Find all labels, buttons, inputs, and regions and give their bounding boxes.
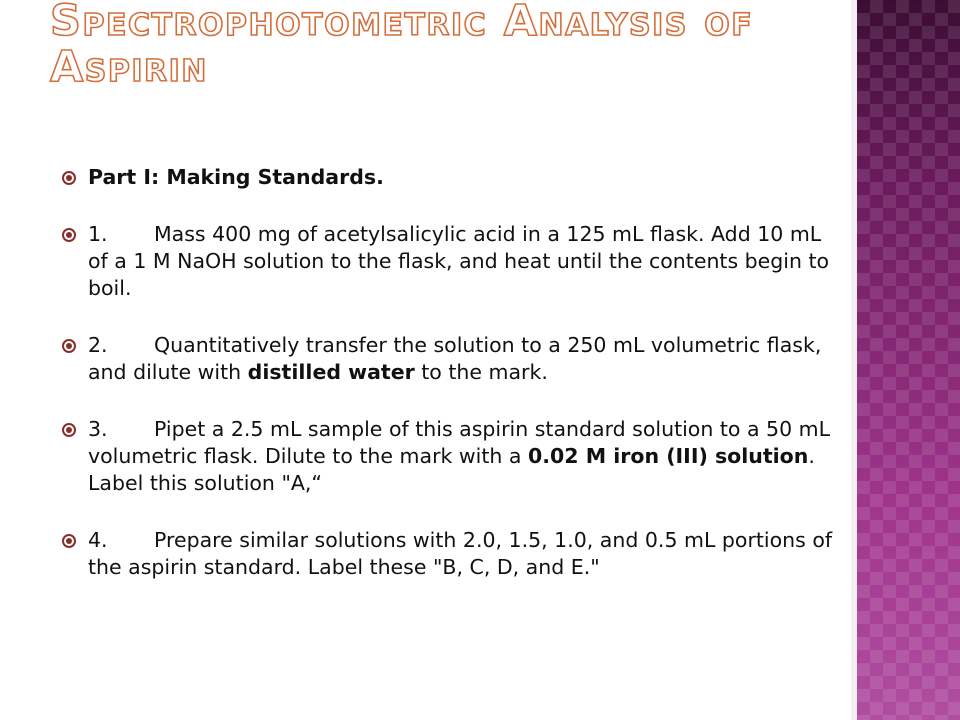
list-item-step-1 <box>62 221 842 302</box>
bullet-icon <box>62 228 76 242</box>
list-item-step-2 <box>62 332 842 386</box>
step-number: 4. <box>88 528 108 552</box>
step-number: 1. <box>88 222 108 246</box>
slide-body <box>62 164 842 581</box>
step-text-end: to the mark. <box>414 360 548 384</box>
bullet-icon <box>62 171 76 185</box>
step-number: 3. <box>88 417 108 441</box>
bullet-icon <box>62 534 76 548</box>
list-item-step-4 <box>62 527 842 581</box>
step-emphasis: distilled water <box>247 360 415 384</box>
step-emphasis: 0.02 M iron (III) solution <box>527 444 809 468</box>
step-text: Prepare similar solutions with 2.0, 1.5, 1.0, and 0.5 mL portions of the aspirin standard. Label these "B, C, D, and E." <box>88 528 833 579</box>
step-text: Mass 400 mg of acetylsalicylic acid in a 125 mL flask. Add 10 mL of a 1 M NaOH solution to the flask, and heat until the contents begin to boil. <box>88 222 830 300</box>
bullet-icon <box>62 339 76 353</box>
list-item-heading <box>62 164 842 191</box>
slide-title: Spectrophotometric Analysis of Aspirin <box>50 0 754 92</box>
section-heading: Part I: Making Standards. <box>88 165 384 189</box>
list-item-step-3 <box>62 416 842 497</box>
bullet-icon <box>62 423 76 437</box>
step-text: Quantitatively transfer the solution to a 250 mL volumetric flask, and dilute with <box>88 333 822 384</box>
step-text-end: . Label this solution "A,“ <box>88 444 815 495</box>
step-text: Pipet a 2.5 mL sample of this aspirin standard solution to a 50 mL volumetric flask. Dilute to the mark with a <box>88 417 831 468</box>
decorative-side-band <box>857 0 960 720</box>
step-number: 2. <box>88 333 108 357</box>
